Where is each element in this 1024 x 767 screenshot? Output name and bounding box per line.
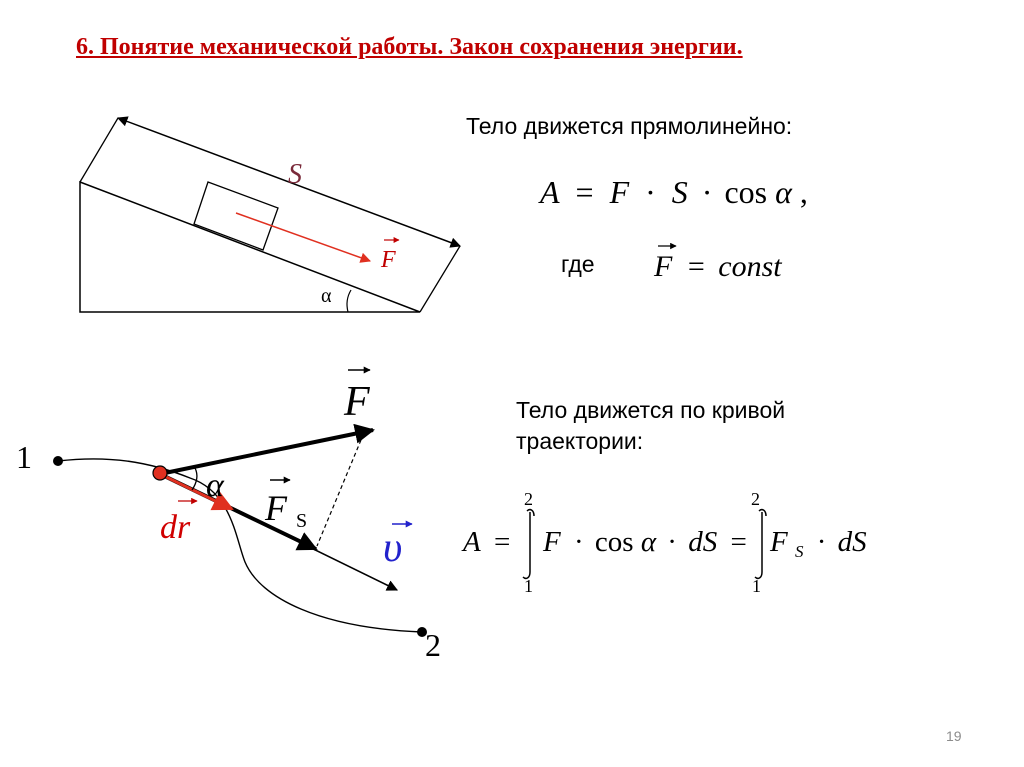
- point-1-label: 1: [16, 439, 32, 475]
- fs-subscript: S: [296, 510, 308, 532]
- int-formula-eq2: =: [730, 526, 747, 558]
- formula-eq: =: [575, 174, 594, 210]
- formula-s: S: [671, 174, 688, 210]
- svg-text:A = F ·: [538, 174, 808, 210]
- svg-text:F = const: [653, 250, 782, 283]
- s-label: S: [288, 159, 302, 190]
- svg-text:A =: [461, 526, 510, 558]
- int-term2-f: F: [770, 526, 788, 558]
- int-term2-sub: S: [794, 542, 804, 561]
- svg-text:F S · dS: [769, 526, 867, 564]
- slide-title: 6. Понятие механической работы. Закон сохранения энергии.: [76, 34, 743, 60]
- integral-2-lower: 1: [752, 576, 761, 596]
- formula-dot1: ·: [645, 174, 656, 210]
- formula-a: A: [540, 174, 560, 210]
- int-formula-eq: =: [493, 526, 511, 558]
- integral-sign-2: [755, 510, 766, 579]
- body-point: [153, 466, 167, 480]
- int-term1-cos: cos: [594, 526, 634, 558]
- curve-diagram: [16, 370, 441, 663]
- sliding-block: [194, 182, 278, 250]
- angle-label: α: [321, 285, 332, 307]
- int-term1-f: F: [543, 526, 561, 558]
- force-f-arrow: [236, 213, 370, 261]
- int-term2-ds: dS: [837, 526, 867, 558]
- int-term1-dot1: ·: [573, 526, 584, 558]
- condition-const: const: [718, 250, 782, 283]
- formula-comma: ,: [799, 174, 808, 210]
- v-label: υ: [383, 525, 403, 571]
- integral-1-upper: 2: [524, 489, 533, 509]
- alpha-label-curve: α: [206, 467, 224, 504]
- formula-dot2: ·: [701, 174, 713, 210]
- int-term1-alpha: α: [640, 526, 657, 558]
- curve-motion-heading-line1: Тело движется по кривой: [516, 397, 786, 423]
- int-term2-dot: ·: [816, 526, 827, 558]
- angle-arc: [347, 290, 351, 312]
- s-extension-right: [420, 246, 460, 312]
- condition-eq: =: [687, 250, 705, 283]
- page-number: 19: [946, 728, 962, 744]
- formula-f: F: [609, 174, 630, 210]
- f-label-curve: F: [344, 379, 370, 425]
- where-label: где: [561, 251, 595, 277]
- integral-sign-1: [523, 510, 534, 579]
- projection-dashed-line: [317, 440, 361, 546]
- incline-diagram: [80, 118, 460, 312]
- svg-text:F · cos α: [542, 526, 747, 558]
- incline-wedge: [80, 182, 420, 312]
- f-label-incline: F: [381, 247, 396, 273]
- force-const-condition: [653, 246, 782, 283]
- curve-motion-heading-line2: траектории:: [516, 428, 644, 454]
- trajectory-curve: [58, 459, 422, 632]
- int-formula-a: A: [463, 526, 481, 558]
- int-term1-ds: dS: [688, 526, 718, 558]
- s-extension-left: [80, 118, 118, 182]
- condition-f: F: [654, 250, 673, 283]
- int-term1-dot2: ·: [667, 526, 677, 558]
- curve-work-formula: [461, 489, 867, 596]
- point-2-label: 2: [425, 627, 441, 663]
- integral-2-upper: 2: [751, 489, 760, 509]
- straight-work-formula: [538, 174, 808, 210]
- integral-1-lower: 1: [524, 576, 533, 596]
- fs-label: F: [265, 488, 287, 528]
- dr-label: dr: [160, 509, 191, 546]
- force-f-vector: [160, 430, 373, 474]
- svg-text:F S: [264, 488, 307, 532]
- formula-alpha: α: [775, 174, 792, 210]
- straight-motion-heading: Тело движется прямолинейно:: [466, 113, 793, 139]
- formula-cos: cos: [724, 174, 768, 210]
